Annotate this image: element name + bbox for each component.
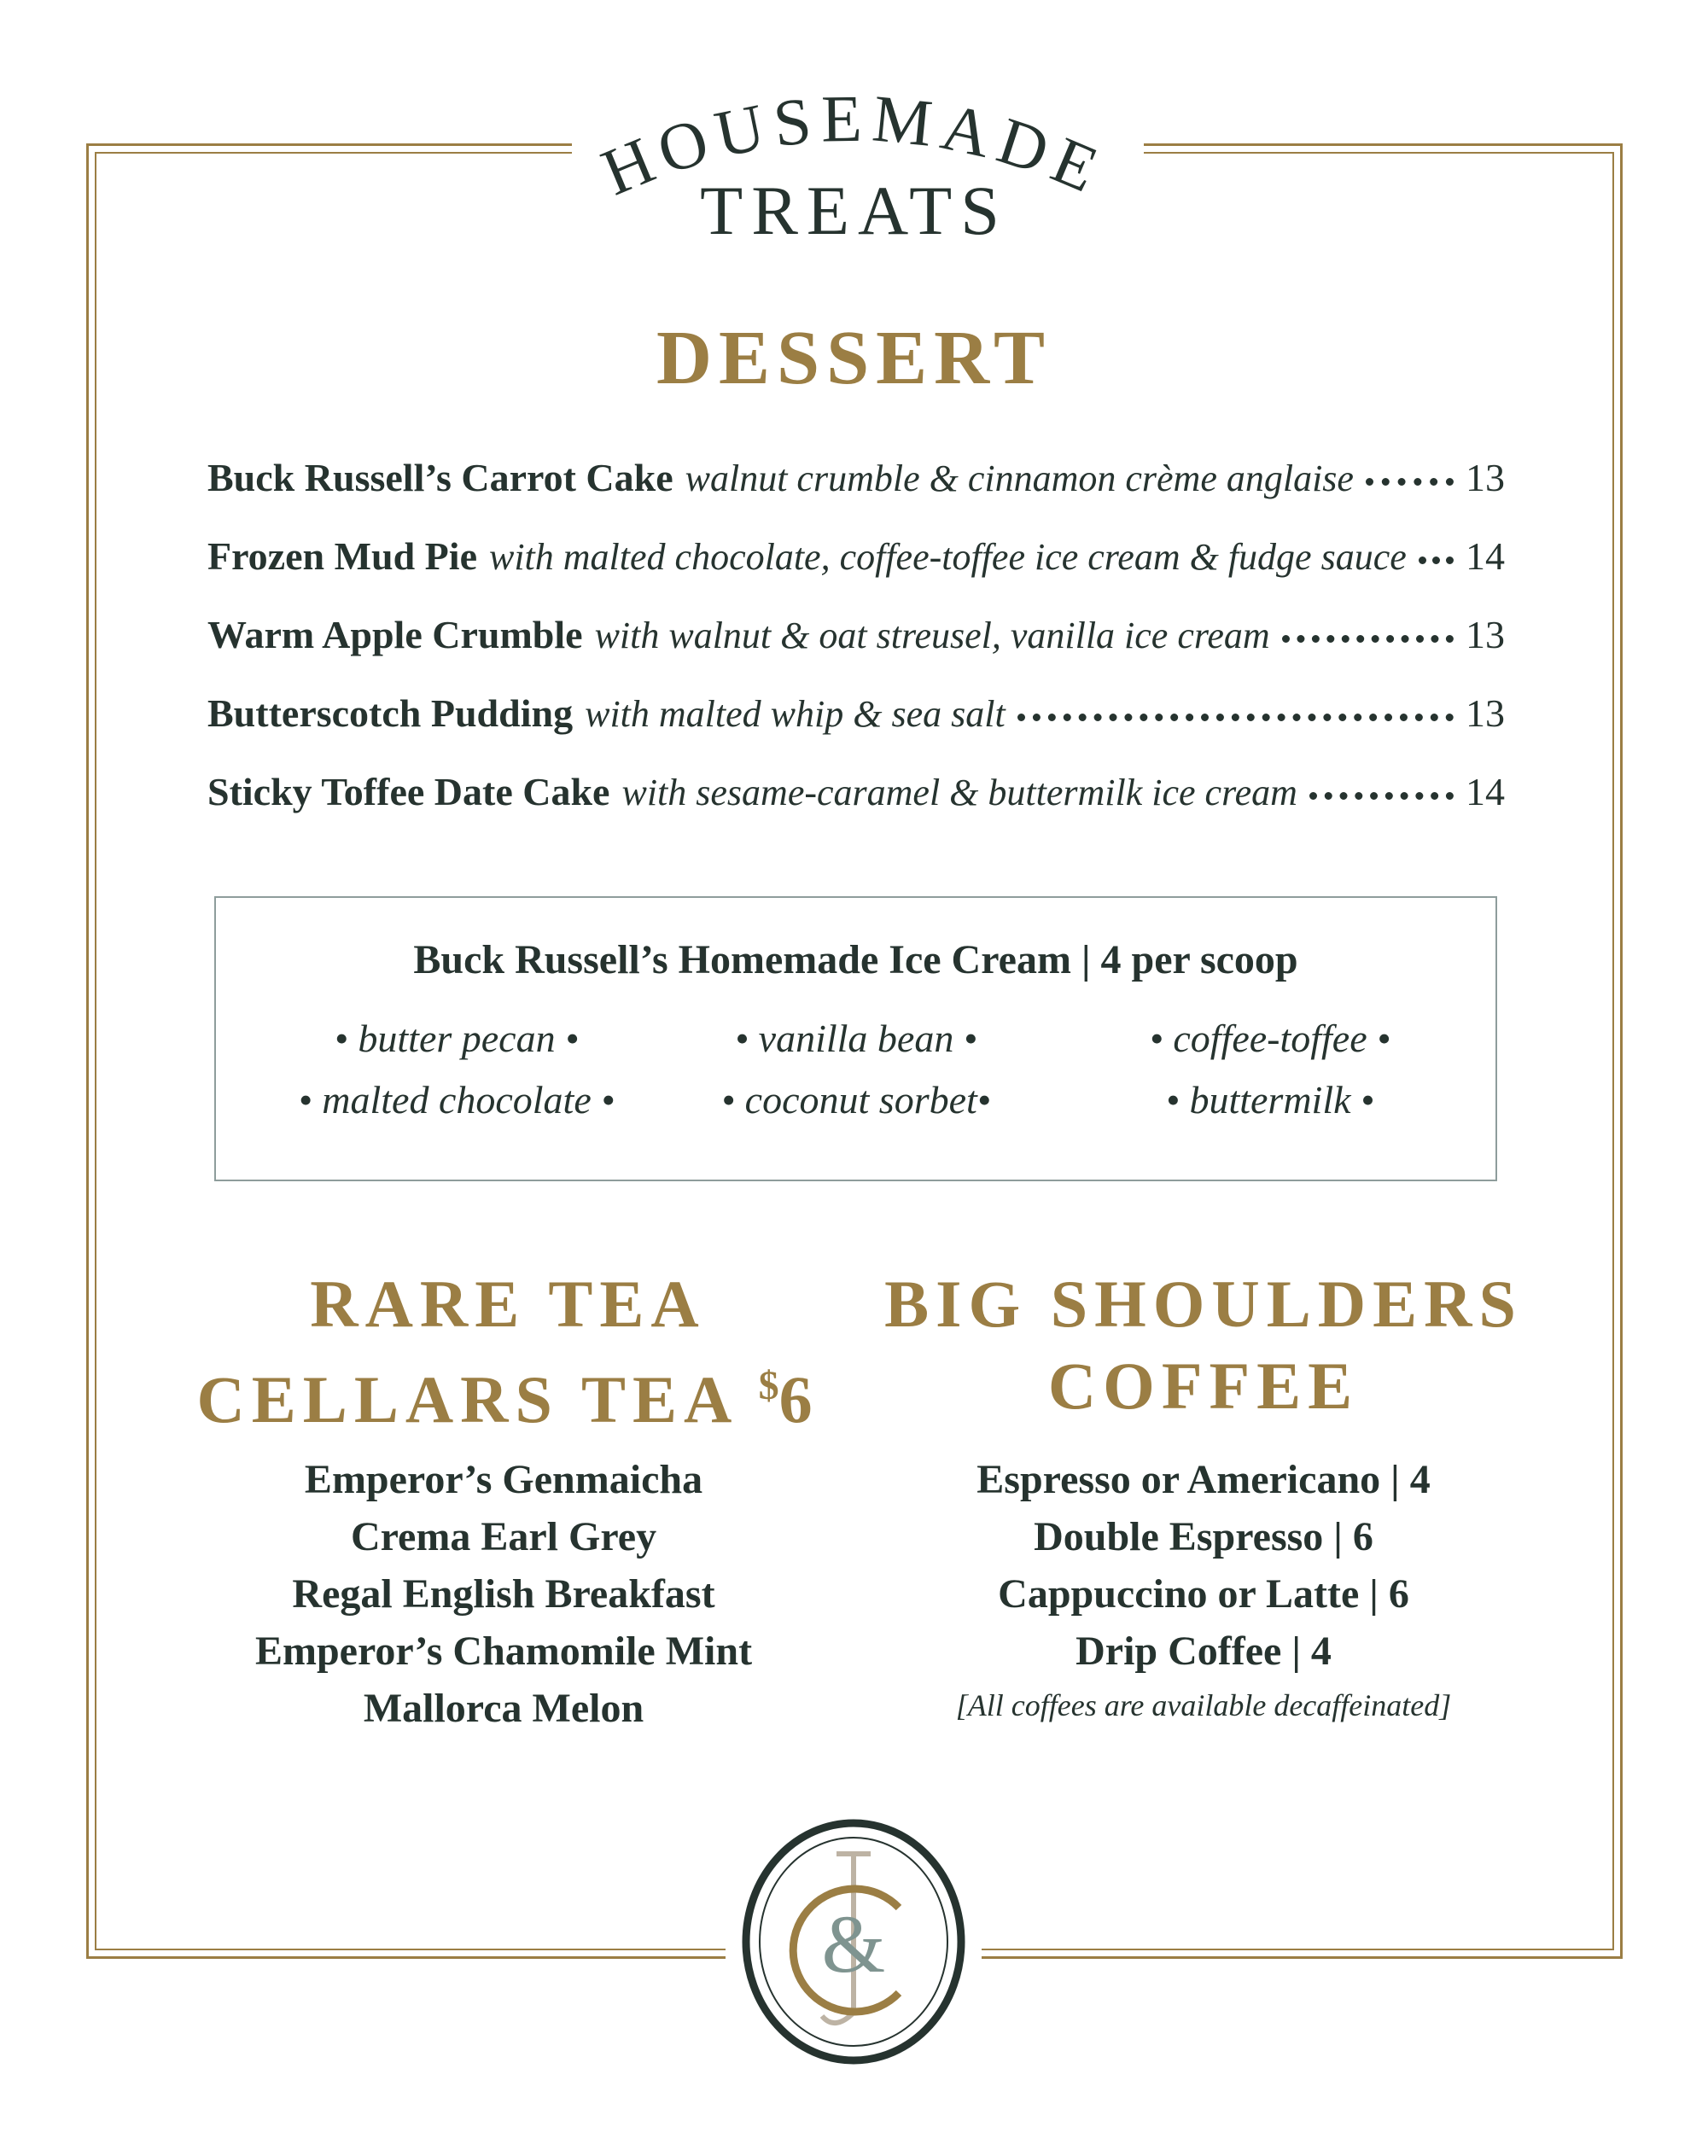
list-item [207, 688, 1505, 766]
tea-list [154, 1451, 854, 1737]
item-description: with malted whip & sea salt [585, 693, 1006, 735]
item-price: 13 [1466, 456, 1505, 499]
coffee-item: Drip Coffee | 4 [1076, 1629, 1332, 1674]
svg-text:&: & [821, 1898, 886, 1990]
ice-cream-title: Buck Russell’s Homemade Ice Cream | 4 per scoop [413, 937, 1298, 982]
tea-price: 6 [778, 1362, 819, 1436]
dessert-list [207, 452, 1505, 845]
item-name: Butterscotch Pudding [207, 691, 574, 735]
tea-title [137, 1263, 879, 1441]
item-description: with sesame-caramel & buttermilk ice cream [621, 772, 1297, 813]
list-item [207, 531, 1505, 609]
coffee-title [854, 1263, 1554, 1427]
coffee-title-line1: BIG SHOULDERS [884, 1267, 1523, 1341]
flavor-item: • malted chocolate • [298, 1078, 615, 1122]
monogram-seal-icon [741, 1818, 966, 2066]
list-item [207, 766, 1505, 845]
dot-leader [1419, 556, 1454, 564]
tea-item: Emperor’s Chamomile Mint [254, 1629, 753, 1674]
coffee-decaf-note: [All coffees are available decaffeinated] [955, 1688, 1452, 1722]
flavor-item: • coffee-toffee • [1149, 1017, 1391, 1060]
tea-title-line1: RARE TEA [310, 1267, 706, 1341]
item-price: 14 [1466, 770, 1505, 813]
housemade-text: HOUSEMADE [591, 81, 1116, 210]
tea-item: Mallorca Melon [363, 1686, 644, 1731]
item-price: 14 [1466, 534, 1505, 578]
flavor-item: • vanilla bean • [735, 1017, 977, 1060]
item-description: with malted chocolate, coffee-toffee ice cream & fudge sauce [488, 536, 1407, 578]
coffee-item: Espresso or Americano | 4 [976, 1457, 1431, 1502]
ice-cream-box [214, 896, 1497, 1181]
item-description: walnut crumble & cinnamon crème anglaise [685, 457, 1354, 499]
coffee-list [862, 1451, 1545, 1731]
dot-leader [1309, 792, 1454, 800]
coffee-item: Double Espresso | 6 [1034, 1514, 1373, 1559]
tea-item: Emperor’s Genmaicha [304, 1457, 703, 1502]
treats-text: TREATS [700, 172, 1008, 249]
tea-title-line2 [137, 1345, 879, 1441]
list-item [207, 609, 1505, 688]
item-price: 13 [1466, 613, 1505, 656]
tea-title-line2-text: CELLARS TEA [196, 1362, 736, 1436]
item-name: Frozen Mud Pie [207, 534, 477, 578]
item-name: Warm Apple Crumble [207, 613, 583, 656]
dot-leader [1017, 714, 1454, 721]
tea-price-symbol: $ [758, 1363, 779, 1408]
list-item [207, 452, 1505, 531]
flavor-item: • coconut sorbet• [721, 1078, 991, 1122]
coffee-title-line2: COFFEE [1047, 1349, 1360, 1423]
dot-leader [1366, 478, 1454, 486]
dessert-title: DESSERT [656, 316, 1052, 400]
tea-item: Regal English Breakfast [292, 1571, 715, 1617]
item-name: Buck Russell’s Carrot Cake [207, 456, 673, 499]
dot-leader [1282, 635, 1454, 643]
item-price: 13 [1466, 691, 1505, 735]
item-name: Sticky Toffee Date Cake [207, 770, 610, 813]
item-description: with walnut & oat streusel, vanilla ice cream [594, 615, 1270, 656]
tea-item: Crema Earl Grey [350, 1514, 657, 1559]
flavor-item: • buttermilk • [1165, 1078, 1375, 1122]
flavor-item: • butter pecan • [334, 1017, 580, 1060]
coffee-item: Cappuccino or Latte | 6 [998, 1571, 1409, 1617]
